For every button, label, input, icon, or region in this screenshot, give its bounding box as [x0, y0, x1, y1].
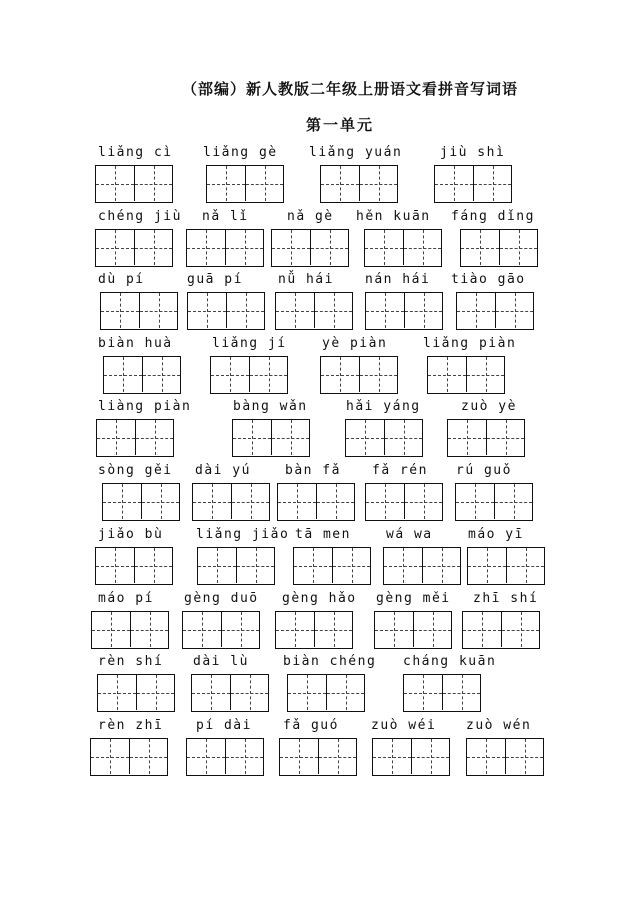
writing-grid[interactable]	[103, 356, 181, 394]
pinyin-label: jiù shì	[440, 145, 506, 160]
tianzige-cell[interactable]	[134, 548, 172, 583]
pinyin-label: sòng gěi	[98, 463, 173, 478]
writing-grid[interactable]	[383, 547, 461, 585]
word-row	[0, 145, 640, 207]
tianzige-cell[interactable]	[435, 166, 473, 201]
tianzige-cell[interactable]	[422, 548, 460, 583]
tianzige-cell[interactable]	[486, 420, 524, 455]
pinyin-label: chéng jiù	[98, 209, 182, 224]
tianzige-cell[interactable]	[404, 293, 442, 328]
pinyin-label: fáng dǐng	[451, 209, 535, 224]
tianzige-cell[interactable]	[294, 548, 332, 583]
tianzige-cell[interactable]	[332, 548, 370, 583]
writing-grid[interactable]	[90, 738, 168, 776]
writing-grid[interactable]	[456, 292, 534, 330]
writing-grid[interactable]	[320, 165, 398, 203]
pinyin-label: gèng hǎo	[282, 591, 357, 606]
writing-grid[interactable]	[279, 738, 357, 776]
tianzige-cell[interactable]	[98, 675, 136, 710]
writing-grid[interactable]	[97, 674, 175, 712]
tianzige-cell[interactable]	[136, 675, 174, 710]
pinyin-label: zuò wén	[466, 718, 532, 733]
pinyin-label: tā men	[295, 527, 351, 542]
tianzige-cell[interactable]	[142, 357, 180, 392]
tianzige-cell[interactable]	[316, 484, 354, 519]
tianzige-cell[interactable]	[321, 166, 359, 201]
word-row	[0, 336, 640, 398]
tianzige-cell[interactable]	[271, 420, 309, 455]
pinyin-label: liǎng jiǎo	[196, 527, 290, 542]
writing-grid[interactable]	[293, 547, 371, 585]
tianzige-cell[interactable]	[366, 293, 404, 328]
tianzige-cell[interactable]	[467, 739, 505, 774]
writing-grid[interactable]	[186, 229, 264, 267]
writing-grid[interactable]	[210, 356, 288, 394]
pinyin-label: nǎ lǐ	[202, 209, 249, 224]
pinyin-label: hěn kuān	[356, 209, 431, 224]
tianzige-cell[interactable]	[457, 293, 495, 328]
pinyin-label: bàn fǎ	[285, 463, 341, 478]
writing-grid[interactable]	[232, 419, 310, 457]
writing-grid[interactable]	[372, 738, 450, 776]
pinyin-label: biàn huà	[98, 336, 173, 351]
pinyin-label: liǎng gè	[203, 145, 278, 160]
writing-grid[interactable]	[187, 292, 265, 330]
pinyin-label: liǎng cì	[98, 145, 173, 160]
writing-grid[interactable]	[365, 292, 443, 330]
pinyin-label: pí dài	[196, 718, 252, 733]
tianzige-cell[interactable]	[442, 675, 480, 710]
writing-grid[interactable]	[95, 547, 173, 585]
writing-grid[interactable]	[197, 547, 275, 585]
pinyin-label: cháng kuān	[403, 654, 497, 669]
pinyin-label: dù pí	[98, 272, 145, 287]
tianzige-cell[interactable]	[226, 293, 264, 328]
tianzige-cell[interactable]	[134, 230, 172, 265]
tianzige-cell[interactable]	[365, 230, 403, 265]
tianzige-cell[interactable]	[288, 675, 326, 710]
writing-grid[interactable]	[91, 611, 169, 649]
tianzige-cell[interactable]	[278, 484, 316, 519]
tianzige-cell[interactable]	[501, 612, 539, 647]
tianzige-cell[interactable]	[321, 357, 359, 392]
writing-grid[interactable]	[466, 738, 544, 776]
tianzige-cell[interactable]	[188, 293, 226, 328]
pinyin-label: wá wa	[386, 527, 433, 542]
tianzige-cell[interactable]	[375, 612, 413, 647]
pinyin-label: liǎng jí	[212, 336, 287, 351]
pinyin-label: zuò wéi	[371, 718, 437, 733]
tianzige-cell[interactable]	[141, 484, 179, 519]
tianzige-cell[interactable]	[384, 548, 422, 583]
pinyin-label: gèng měi	[376, 591, 451, 606]
pinyin-label: fǎ rén	[372, 463, 428, 478]
pinyin-label: fǎ guó	[283, 718, 339, 733]
page-title: （部编）新人教版二年级上册语文看拼音写词语	[181, 80, 518, 98]
writing-grid[interactable]	[271, 229, 349, 267]
writing-grid[interactable]	[186, 738, 264, 776]
tianzige-cell[interactable]	[404, 675, 442, 710]
tianzige-cell[interactable]	[494, 484, 532, 519]
tianzige-cell[interactable]	[373, 739, 411, 774]
pinyin-label: hǎi yáng	[346, 399, 421, 414]
tianzige-cell[interactable]	[326, 675, 364, 710]
pinyin-label: nǎ gè	[287, 209, 334, 224]
pinyin-label: nán hái	[365, 272, 431, 287]
unit-title: 第一单元	[305, 116, 374, 134]
writing-grid[interactable]	[275, 611, 353, 649]
tianzige-cell[interactable]	[448, 420, 486, 455]
tianzige-cell[interactable]	[225, 230, 263, 265]
writing-grid[interactable]	[275, 292, 353, 330]
pinyin-label: liǎng piàn	[423, 336, 517, 351]
tianzige-cell[interactable]	[129, 739, 167, 774]
pinyin-label: dài yú	[195, 463, 251, 478]
writing-grid[interactable]	[95, 165, 173, 203]
tianzige-cell[interactable]	[91, 739, 129, 774]
pinyin-label: jiǎo bù	[98, 527, 164, 542]
tianzige-cell[interactable]	[96, 230, 134, 265]
pinyin-label: biàn chéng	[283, 654, 377, 669]
pinyin-label: liàng piàn	[98, 399, 192, 414]
tianzige-cell[interactable]	[384, 420, 422, 455]
tianzige-cell[interactable]	[103, 484, 141, 519]
pinyin-label: bàng wǎn	[233, 399, 308, 414]
tianzige-cell[interactable]	[505, 739, 543, 774]
writing-grid[interactable]	[277, 483, 355, 521]
tianzige-cell[interactable]	[428, 357, 466, 392]
tianzige-cell[interactable]	[359, 166, 397, 201]
tianzige-cell[interactable]	[473, 166, 511, 201]
writing-grid[interactable]	[403, 674, 481, 712]
tianzige-cell[interactable]	[221, 612, 259, 647]
tianzige-cell[interactable]	[310, 230, 348, 265]
tianzige-cell[interactable]	[249, 357, 287, 392]
tianzige-cell[interactable]	[468, 548, 506, 583]
tianzige-cell[interactable]	[225, 739, 263, 774]
tianzige-cell[interactable]	[193, 484, 231, 519]
pinyin-label: máo yī	[468, 527, 524, 542]
tianzige-cell[interactable]	[413, 612, 451, 647]
word-row	[0, 209, 640, 271]
tianzige-cell[interactable]	[130, 612, 168, 647]
writing-grid[interactable]	[206, 165, 284, 203]
pinyin-label: rèn zhī	[98, 718, 164, 733]
writing-grid[interactable]	[462, 611, 540, 649]
tianzige-cell[interactable]	[139, 293, 177, 328]
pinyin-label: rèn shí	[98, 654, 164, 669]
pinyin-label: gèng duō	[184, 591, 259, 606]
pinyin-label: yè piàn	[322, 336, 388, 351]
writing-grid[interactable]	[102, 483, 180, 521]
word-row	[0, 718, 640, 780]
tianzige-cell[interactable]	[207, 166, 245, 201]
pinyin-label: guā pí	[187, 272, 243, 287]
tianzige-cell[interactable]	[135, 420, 173, 455]
tianzige-cell[interactable]	[211, 357, 249, 392]
pinyin-label: dài lù	[193, 654, 249, 669]
tianzige-cell[interactable]	[463, 612, 501, 647]
word-row	[0, 654, 640, 716]
tianzige-cell[interactable]	[403, 230, 441, 265]
tianzige-cell[interactable]	[280, 739, 318, 774]
writing-grid[interactable]	[192, 483, 270, 521]
pinyin-label: máo pí	[98, 591, 154, 606]
writing-grid[interactable]	[100, 292, 178, 330]
pinyin-label: nǚ hái	[278, 272, 334, 287]
pinyin-label: rú guǒ	[456, 463, 512, 478]
tianzige-cell[interactable]	[97, 420, 135, 455]
writing-grid[interactable]	[287, 674, 365, 712]
tianzige-cell[interactable]	[466, 357, 504, 392]
tianzige-cell[interactable]	[411, 739, 449, 774]
tianzige-cell[interactable]	[96, 166, 134, 201]
tianzige-cell[interactable]	[183, 612, 221, 647]
writing-grid[interactable]	[374, 611, 452, 649]
tianzige-cell[interactable]	[192, 675, 230, 710]
pinyin-label: liǎng yuán	[309, 145, 403, 160]
tianzige-cell[interactable]	[495, 293, 533, 328]
pinyin-label: tiào gāo	[451, 272, 526, 287]
tianzige-cell[interactable]	[187, 230, 225, 265]
tianzige-cell[interactable]	[499, 230, 537, 265]
tianzige-cell[interactable]	[276, 293, 314, 328]
writing-grid[interactable]	[95, 229, 173, 267]
writing-grid[interactable]	[427, 356, 505, 394]
writing-grid[interactable]	[320, 356, 398, 394]
word-row	[0, 399, 640, 461]
writing-grid[interactable]	[96, 419, 174, 457]
writing-grid[interactable]	[365, 483, 443, 521]
pinyin-label: zhī shí	[473, 591, 539, 606]
tianzige-cell[interactable]	[231, 484, 269, 519]
writing-grid[interactable]	[345, 419, 423, 457]
tianzige-cell[interactable]	[230, 675, 268, 710]
tianzige-cell[interactable]	[346, 420, 384, 455]
writing-grid[interactable]	[447, 419, 525, 457]
tianzige-cell[interactable]	[272, 230, 310, 265]
tianzige-cell[interactable]	[187, 739, 225, 774]
tianzige-cell[interactable]	[92, 612, 130, 647]
writing-grid[interactable]	[434, 165, 512, 203]
tianzige-cell[interactable]	[245, 166, 283, 201]
tianzige-cell[interactable]	[233, 420, 271, 455]
tianzige-cell[interactable]	[366, 484, 404, 519]
tianzige-cell[interactable]	[96, 548, 134, 583]
tianzige-cell[interactable]	[198, 548, 236, 583]
writing-grid[interactable]	[467, 547, 545, 585]
tianzige-cell[interactable]	[404, 484, 442, 519]
pinyin-label: zuò yè	[461, 399, 517, 414]
tianzige-cell[interactable]	[506, 548, 544, 583]
tianzige-cell[interactable]	[314, 612, 352, 647]
word-row	[0, 527, 640, 589]
writing-grid[interactable]	[455, 483, 533, 521]
writing-grid[interactable]	[182, 611, 260, 649]
tianzige-cell[interactable]	[314, 293, 352, 328]
tianzige-cell[interactable]	[318, 739, 356, 774]
tianzige-cell[interactable]	[101, 293, 139, 328]
writing-grid[interactable]	[460, 229, 538, 267]
tianzige-cell[interactable]	[276, 612, 314, 647]
tianzige-cell[interactable]	[104, 357, 142, 392]
tianzige-cell[interactable]	[456, 484, 494, 519]
tianzige-cell[interactable]	[134, 166, 172, 201]
writing-grid[interactable]	[191, 674, 269, 712]
word-row	[0, 272, 640, 334]
word-row	[0, 591, 640, 653]
writing-grid[interactable]	[364, 229, 442, 267]
word-row	[0, 463, 640, 525]
tianzige-cell[interactable]	[461, 230, 499, 265]
tianzige-cell[interactable]	[236, 548, 274, 583]
tianzige-cell[interactable]	[359, 357, 397, 392]
